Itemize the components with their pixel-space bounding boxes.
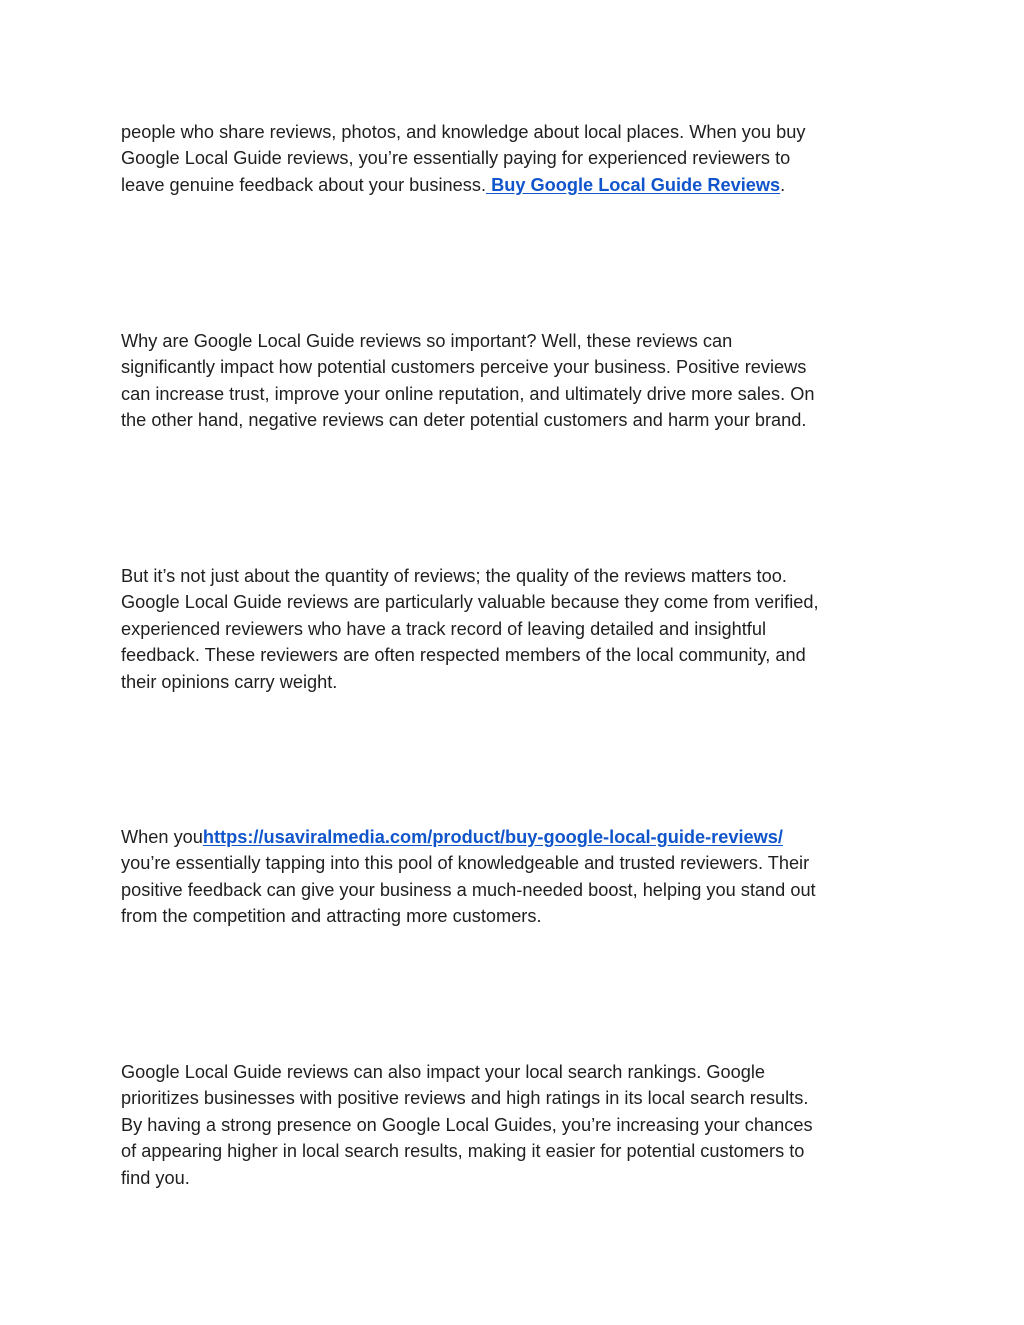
paragraph-url-link (121, 824, 911, 930)
paragraph-importance (121, 328, 911, 434)
paragraph-intro (121, 119, 911, 198)
text-line: of appearing higher in local search results, making it easier for potential customers to (121, 1141, 805, 1162)
text-line: By having a strong presence on Google Local Guides, you’re increasing your chances (121, 1114, 813, 1135)
buy-reviews-link[interactable]: Buy Google Local Guide Reviews (486, 174, 781, 195)
text-line: you’re essentially tapping into this pool of knowledgeable and trusted reviewers. Their (121, 853, 810, 874)
text-line: prioritizes businesses with positive reviews and high ratings in its local search results. (121, 1088, 809, 1109)
text-line: positive feedback can give your business a much-needed boost, helping you stand out (121, 879, 816, 900)
text-line: Why are Google Local Guide reviews so important? Well, these reviews can (121, 331, 733, 351)
text-line: experienced reviewers who have a track record of leaving detailed and insightful (121, 618, 767, 639)
text-line: significantly impact how potential customers perceive your business. Positive reviews (121, 357, 807, 378)
text-line: can increase trust, improve your online reputation, and ultimately drive more sales. On (121, 383, 815, 404)
text-fragment: When you (121, 827, 203, 847)
text-line: the other hand, negative reviews can deter potential customers and harm your brand. (121, 410, 807, 431)
text-fragment: leave genuine feedback about your business. (121, 174, 487, 195)
text-line: Google Local Guide reviews, you’re essentially paying for experienced reviewers to (121, 148, 791, 169)
paragraph-quality (121, 563, 911, 695)
paragraph-rankings (121, 1059, 911, 1191)
text-line: their opinions carry weight. (121, 671, 338, 692)
product-url-link[interactable]: https://usaviralmedia.com/product/buy-google-local-guide-reviews/ (202, 827, 783, 847)
text-line: Google Local Guide reviews can also impact your local search rankings. Google (121, 1062, 765, 1082)
text-line-with-link (121, 824, 911, 850)
text-line: from the competition and attracting more customers. (121, 906, 542, 927)
text-line: But it’s not just about the quantity of reviews; the quality of the reviews matters too. (121, 566, 787, 586)
text-line: people who share reviews, photos, and knowledge about local places. When you buy (121, 122, 806, 142)
text-fragment: . (780, 174, 786, 195)
text-line: find you. (121, 1167, 190, 1188)
text-line: feedback. These reviewers are often respected members of the local community, and (121, 645, 806, 666)
text-line: Google Local Guide reviews are particularly valuable because they come from verified, (121, 592, 819, 613)
text-line-with-link (121, 172, 911, 198)
